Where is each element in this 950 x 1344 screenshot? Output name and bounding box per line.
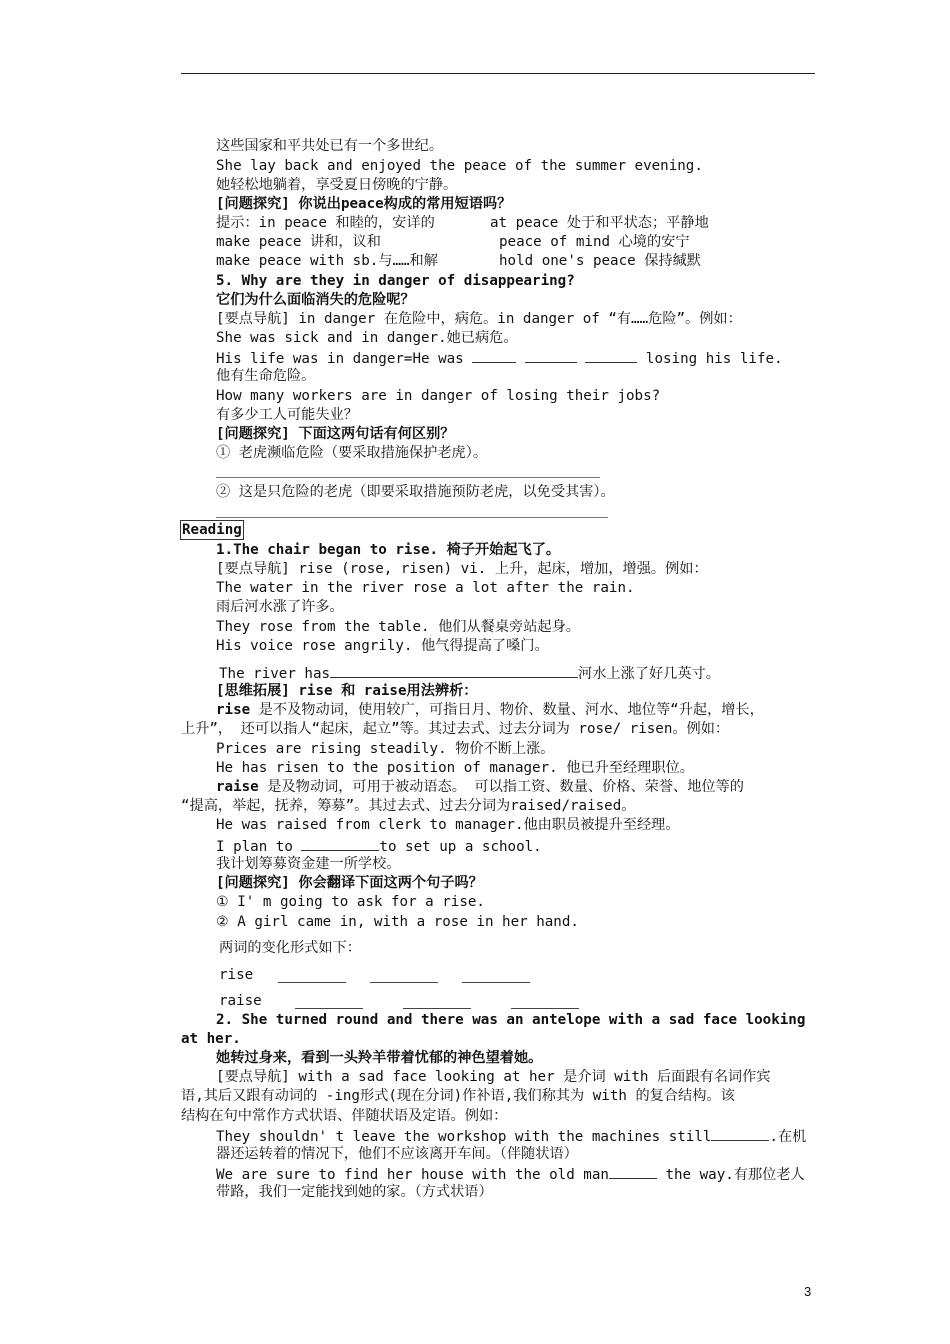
section-heading: 5. Why are they in danger of disappearing?	[216, 273, 575, 289]
blank[interactable]	[462, 982, 530, 983]
blank[interactable]	[525, 348, 577, 363]
text-line: 有多少工人可能失业？	[216, 407, 358, 423]
question-heading: [问题探究] 你会翻译下面这两个句子吗？	[216, 875, 483, 891]
text-line: 我计划筹募资金建一所学校。	[216, 856, 401, 872]
text-line: 雨后河水涨了许多。	[216, 599, 344, 615]
tip-left: 提示：in peace 和睦的，安详的	[216, 215, 435, 231]
blank[interactable]	[278, 982, 346, 983]
text-line: The water in the river rose a lot after the rain.	[216, 580, 635, 596]
section-heading: 2. She turned round and there was an antelope with a sad face looking	[216, 1012, 806, 1028]
section-heading: 1.The chair began to rise. 椅子开始起飞了。	[216, 542, 561, 558]
blank[interactable]	[295, 1008, 363, 1009]
blank[interactable]	[472, 348, 516, 363]
reading-heading: Reading	[182, 522, 242, 538]
blank[interactable]	[403, 1008, 471, 1009]
question-heading: [问题探究] 下面这两句话有何区别？	[216, 426, 455, 442]
blank[interactable]	[370, 982, 438, 983]
text-line: His voice rose angrily. 他气得提高了嗓门。	[216, 638, 549, 654]
question-heading: [问题探究] 你说出peace构成的常用短语吗？	[216, 196, 512, 212]
text-line: 两词的变化形式如下：	[219, 940, 361, 956]
tip-line	[216, 214, 435, 233]
text-line: 带路，我们一定能找到她的家。（方式状语）	[216, 1184, 493, 1200]
blank[interactable]	[511, 1008, 579, 1009]
blank[interactable]	[711, 1126, 769, 1141]
text-line: 他有生命危险。	[216, 368, 316, 384]
text-line: ② A girl came in, with a rose in her hand.	[216, 914, 579, 930]
text-line: raise 是及物动词，可用于被动语态。 可以指工资、数量、价格、荣誉、地位等的	[216, 779, 744, 795]
blank[interactable]	[330, 663, 578, 678]
fill-blank-line: His life was in danger=He was losing his life.	[216, 348, 783, 369]
word-form-label: rise	[219, 967, 254, 983]
phrase-right: hold one's peace 保持缄默	[499, 253, 701, 269]
text-line: She was sick and in danger.她已病危。	[216, 330, 518, 346]
text-line: 器还运转着的情况下，他们不应该离开车间。（伴随状语）	[216, 1146, 578, 1162]
answer-line[interactable]	[216, 517, 608, 518]
text-line: “提高，举起，抚养，筹募”。其过去式、过去分词为raised/raised。	[181, 798, 636, 814]
page-number: 3	[804, 1284, 812, 1299]
text-line: ① 老虎濒临危险（要采取措施保护老虎）。	[216, 445, 488, 461]
text-line: ① I' m going to ask for a rise.	[216, 894, 485, 910]
fill-blank-line: They shouldn' t leave the workshop with the machines still .在机	[216, 1126, 806, 1147]
text-line: She lay back and enjoyed the peace of the summer evening.	[216, 158, 703, 174]
text-line: [要点导航] rise (rose, risen) vi. 上升，起床，增加，增强。例如：	[216, 561, 708, 577]
phrase-left: make peace with sb.与……和解	[216, 253, 438, 269]
text-line: rise 是不及物动词，使用较广，可指日月、物价、数量、河水、地位等“升起，增长，	[216, 702, 764, 718]
fill-blank-line: We are sure to find her house with the old man the way.有那位老人	[216, 1164, 805, 1185]
text-line: 结构在句中常作方式状语、伴随状语及定语。例如：	[181, 1108, 508, 1124]
fill-blank-line: The river has 河水上涨了好几英寸。	[219, 663, 720, 684]
question-heading: [思维拓展] rise 和 raise用法辨析：	[216, 683, 478, 699]
fill-blank-line: I plan to to set up a school.	[216, 836, 542, 857]
text-line: How many workers are in danger of losing their jobs?	[216, 388, 661, 404]
text-line: 上升”， 还可以指人“起床，起立”等。其过去式、过去分词为 rose/ risen。例如：	[181, 721, 730, 737]
word-form-label: raise	[219, 993, 262, 1009]
tip-right: at peace 处于和平状态；平静地	[490, 215, 709, 231]
text-line: They rose from the table. 他们从餐桌旁站起身。	[216, 619, 580, 635]
blank[interactable]	[609, 1164, 657, 1179]
header-rule	[181, 73, 815, 74]
text-line: 她轻松地躺着，享受夏日傍晚的宁静。	[216, 177, 458, 193]
text-line: 语,其后又跟有动词的 -ing形式(现在分词)作补语,我们称其为 with 的复合结构。该	[181, 1088, 735, 1104]
section-heading-cn: 她转过身来，看到一头羚羊带着忧郁的神色望着她。	[216, 1050, 543, 1066]
phrase-left: make peace 讲和，议和	[216, 234, 381, 250]
blank[interactable]	[585, 348, 637, 363]
text-line: 这些国家和平共处已有一个多世纪。	[216, 138, 444, 154]
blank[interactable]	[301, 836, 379, 851]
text-line: [要点导航] with a sad face looking at her 是介词 with 后面跟有名词作宾	[216, 1069, 771, 1085]
text-line: ② 这是只危险的老虎（即要采取措施预防老虎，以免受其害）。	[216, 484, 615, 500]
text-line: He was raised from clerk to manager.他由职员被提升至经理。	[216, 817, 680, 833]
section-heading: at her.	[181, 1031, 241, 1047]
section-heading-cn: 它们为什么面临消失的危险呢？	[216, 292, 415, 308]
text-line: He has risen to the position of manager. 他已升至经理职位。	[216, 760, 694, 776]
text-line: Prices are rising steadily. 物价不断上涨。	[216, 741, 555, 757]
phrase-right: peace of mind 心境的安宁	[499, 234, 690, 250]
text-line: [要点导航] in danger 在危险中，病危。in danger of “有……危险”。例如：	[216, 311, 742, 327]
answer-line[interactable]	[216, 477, 600, 478]
